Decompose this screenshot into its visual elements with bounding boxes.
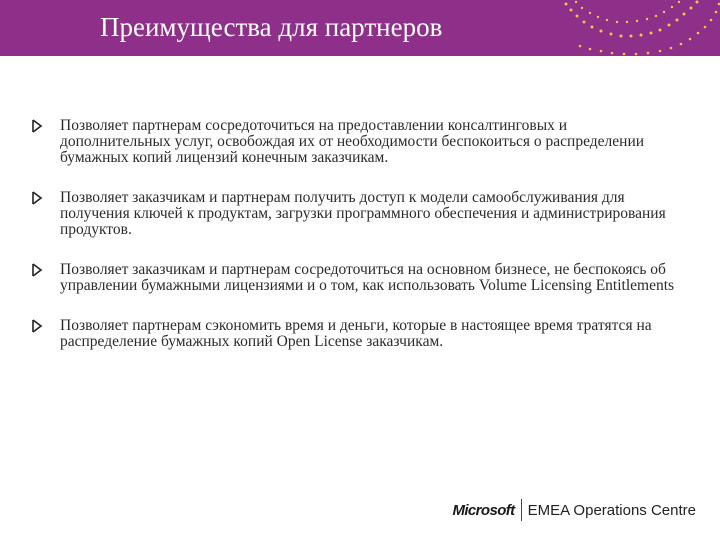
dotted-arc-decoration-icon [560,0,720,56]
bullet-text: Позволяет партнерам сэкономить время и деньги, которые в настоящее время тратятся на распределение бумажных копий Open License заказчикам. [60,317,652,350]
list-item [30,262,680,294]
bullet-text: Позволяет заказчикам и партнерам сосредоточиться на основном бизнесе, не беспокоясь об управлении бумажными лицензиями и о том, как использовать Volume Licensing Entitlements [60,261,675,294]
arrow-bullet-icon [30,119,44,133]
bullet-text: Позволяет партнерам сосредоточиться на предоставлении консалтинговых и дополнительных услуг, освобождая их от необходимости беспокоиться о распределении бумажных копий лицензий конечным заказчикам. [60,117,645,166]
bullet-text: Позволяет заказчикам и партнерам получить доступ к модели самообслуживания для получения ключей к продуктам, загрузки программного обеспечения и администрирования продуктов. [60,189,666,238]
arrow-bullet-icon [30,263,44,277]
arrow-bullet-icon [30,191,44,205]
list-item [30,318,680,350]
bullet-list [30,118,680,350]
list-item [30,190,680,238]
logo-divider [521,499,522,521]
footer-logo [452,496,696,524]
division-name: EMEA Operations Centre [527,501,696,519]
list-item [30,118,680,166]
arrow-bullet-icon [30,319,44,333]
title-bar [0,0,720,56]
slide-title: Преимущества для партнеров [100,12,443,42]
microsoft-logo: Microsoft [452,501,515,519]
